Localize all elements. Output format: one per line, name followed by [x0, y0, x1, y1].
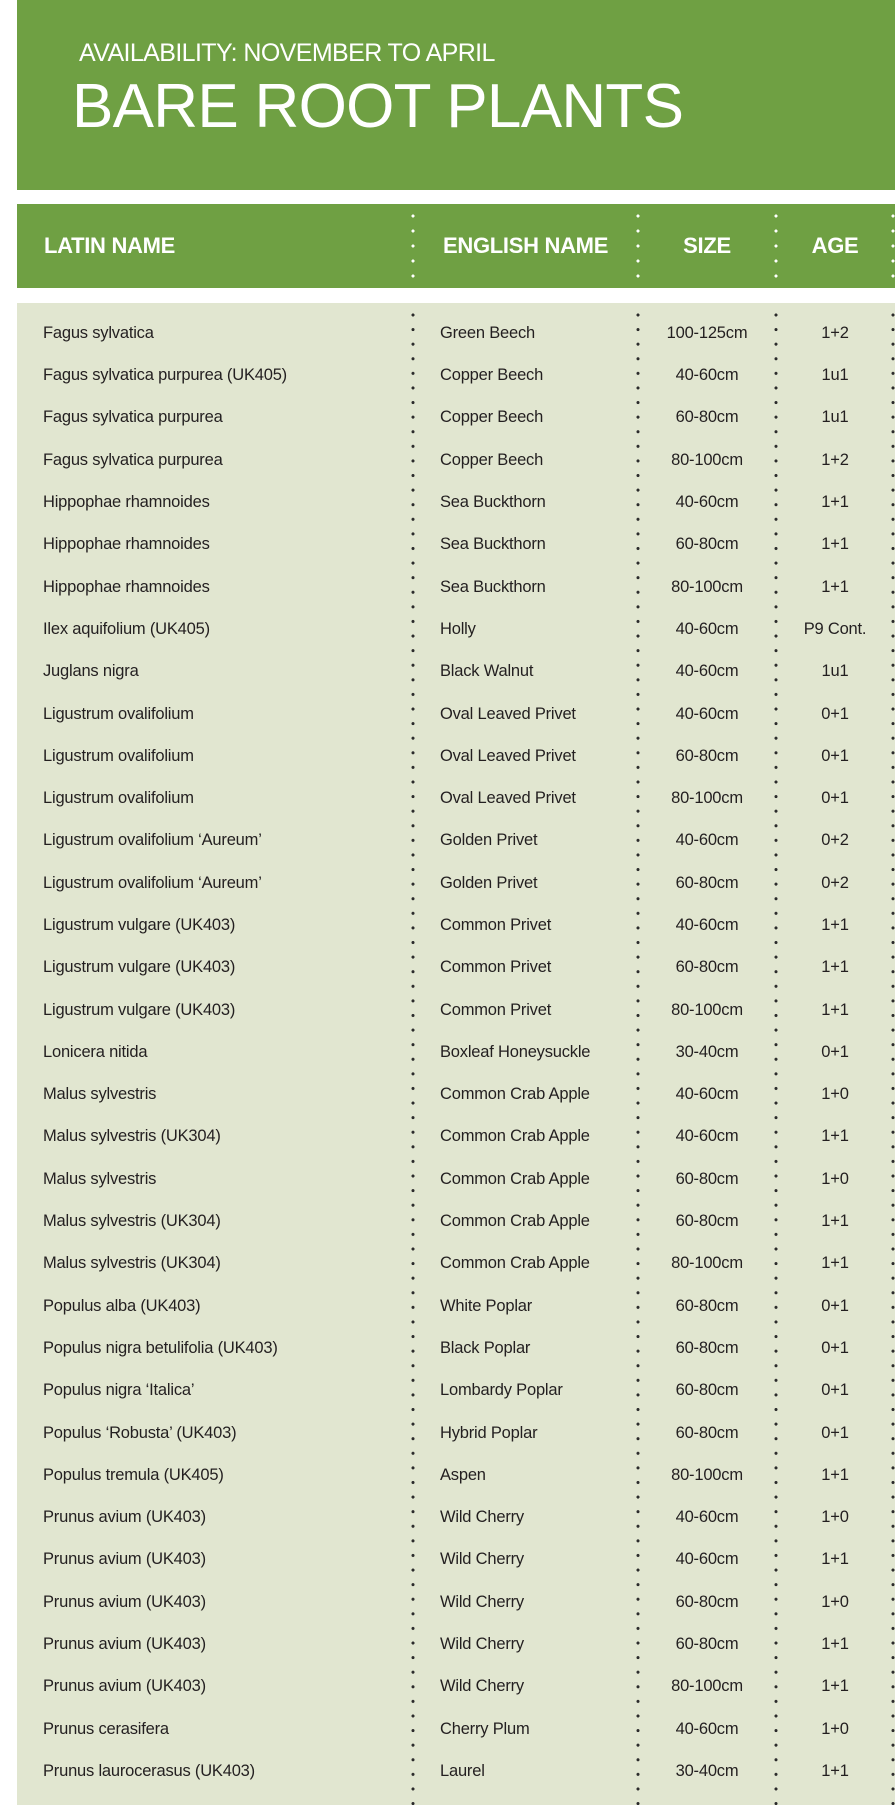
size-cell: 40-60cm [675, 619, 739, 638]
english-name-cell: Sea Buckthorn [440, 493, 546, 512]
latin-name-cell: Ligustrum ovalifolium [43, 704, 194, 723]
size-cell: 60-80cm [675, 408, 739, 427]
latin-name-cell: Ilex aquifolium (UK405) [43, 619, 210, 638]
latin-name-cell: Fagus sylvatica purpurea (UK405) [43, 366, 287, 385]
english-name-cell: Sea Buckthorn [440, 535, 546, 554]
size-cell: 60-80cm [675, 1592, 739, 1611]
table-row [17, 396, 895, 438]
english-name-cell: Oval Leaved Privet [440, 704, 576, 723]
age-cell: 1+1 [821, 1000, 849, 1019]
size-cell: 80-100cm [671, 450, 743, 469]
table-row [17, 1750, 895, 1792]
latin-name-cell: Populus nigra ‘Italica’ [43, 1381, 195, 1400]
table-row [17, 1158, 895, 1200]
age-cell: 0+1 [821, 1423, 849, 1442]
age-cell: 1+1 [821, 1761, 849, 1780]
age-cell: 0+1 [821, 1042, 849, 1061]
latin-name-cell: Malus sylvestris (UK304) [43, 1127, 221, 1146]
size-cell: 80-100cm [671, 1465, 743, 1484]
age-cell: 1+2 [821, 323, 849, 342]
latin-name-cell: Malus sylvestris (UK304) [43, 1254, 221, 1273]
title-banner [17, 0, 895, 190]
table-row [17, 354, 895, 396]
size-cell: 60-80cm [675, 1169, 739, 1188]
latin-name-cell: Prunus avium (UK403) [43, 1592, 206, 1611]
age-cell: 1+1 [821, 1677, 849, 1696]
english-name-cell: Sea Buckthorn [440, 577, 546, 596]
table-row [17, 608, 895, 650]
latin-name-cell: Hippophae rhamnoides [43, 493, 210, 512]
age-cell: 0+1 [821, 746, 849, 765]
size-cell: 40-60cm [675, 1127, 739, 1146]
age-cell: 0+1 [821, 1296, 849, 1315]
english-name-cell: Hybrid Poplar [440, 1423, 538, 1442]
table-row [17, 1200, 895, 1242]
size-cell: 80-100cm [671, 577, 743, 596]
table-row [17, 1665, 895, 1707]
latin-name-cell: Hippophae rhamnoides [43, 535, 210, 554]
size-cell: 80-100cm [671, 1000, 743, 1019]
size-cell: 60-80cm [675, 1381, 739, 1400]
table-row [17, 904, 895, 946]
table-row [17, 1708, 895, 1750]
age-cell: 1u1 [821, 408, 849, 427]
latin-name-cell: Prunus cerasifera [43, 1719, 169, 1738]
english-name-cell: Lombardy Poplar [440, 1381, 563, 1400]
table-row [17, 1327, 895, 1369]
english-name-cell: White Poplar [440, 1296, 533, 1315]
size-cell: 40-60cm [675, 1719, 739, 1738]
english-name-cell: Oval Leaved Privet [440, 746, 576, 765]
table-row [17, 735, 895, 777]
age-cell: 0+1 [821, 704, 849, 723]
english-name-cell: Common Crab Apple [440, 1212, 590, 1231]
latin-name-cell: Hippophae rhamnoides [43, 577, 210, 596]
english-name-cell: Black Poplar [440, 1338, 531, 1357]
column-divider [411, 214, 415, 284]
table-row [17, 819, 895, 861]
english-name-cell: Common Privet [440, 916, 552, 934]
age-cell: 1u1 [821, 366, 849, 385]
size-cell: 60-80cm [675, 1423, 739, 1442]
latin-name-cell: Populus tremula (UK405) [43, 1465, 224, 1484]
table-row [17, 1115, 895, 1157]
size-cell: 60-80cm [675, 1338, 739, 1357]
english-name-cell: Black Walnut [440, 662, 534, 681]
english-name-cell: Common Crab Apple [440, 1254, 590, 1273]
english-name-cell: Copper Beech [440, 366, 544, 385]
age-cell: 1+2 [821, 450, 849, 469]
latin-name-cell: Malus sylvestris (UK304) [43, 1212, 221, 1231]
latin-name-cell: Prunus avium (UK403) [43, 1677, 206, 1696]
age-cell: P9 Cont. [803, 619, 867, 638]
age-cell: 1+0 [821, 1085, 849, 1104]
table-row [17, 1073, 895, 1115]
size-cell: 60-80cm [675, 873, 739, 892]
age-cell: 0+2 [821, 873, 849, 892]
latin-name-cell: Populus ‘Robusta’ (UK403) [43, 1423, 237, 1442]
table-row [17, 989, 895, 1031]
table-row [17, 1538, 895, 1580]
size-cell: 100-125cm [666, 323, 748, 342]
table-row [17, 439, 895, 481]
age-cell: 1+1 [821, 535, 849, 554]
table-row [17, 523, 895, 565]
plant-table-body [17, 303, 895, 1805]
table-row [17, 1623, 895, 1665]
size-cell: 40-60cm [675, 916, 739, 934]
size-cell: 40-60cm [675, 704, 739, 723]
english-name-cell: Common Privet [440, 958, 552, 977]
latin-name-cell: Ligustrum vulgare (UK403) [43, 958, 236, 977]
size-cell: 60-80cm [675, 535, 739, 554]
size-cell: 40-60cm [675, 662, 739, 681]
size-cell: 80-100cm [671, 789, 743, 808]
size-cell: 60-80cm [675, 746, 739, 765]
age-cell: 1+0 [821, 1169, 849, 1188]
table-row [17, 1496, 895, 1538]
english-name-cell: Common Privet [440, 1000, 552, 1019]
size-cell: 60-80cm [675, 958, 739, 977]
table-row [17, 1242, 895, 1284]
table-row [17, 312, 895, 354]
english-name-cell: Laurel [440, 1761, 485, 1780]
age-cell: 1+0 [821, 1719, 849, 1738]
size-cell: 60-80cm [675, 1635, 739, 1654]
latin-name-cell: Prunus laurocerasus (UK403) [43, 1761, 255, 1780]
latin-name-cell: Lonicera nitida [43, 1042, 148, 1061]
size-cell: 40-60cm [675, 366, 739, 385]
english-name-cell: Oval Leaved Privet [440, 789, 576, 808]
size-cell: 40-60cm [675, 1508, 739, 1527]
latin-name-cell: Malus sylvestris [43, 1169, 157, 1188]
table-row [17, 777, 895, 819]
size-cell: 60-80cm [675, 1212, 739, 1231]
english-name-cell: Wild Cherry [440, 1592, 524, 1611]
english-name-cell: Wild Cherry [440, 1635, 524, 1654]
age-cell: 0+2 [821, 831, 849, 850]
latin-name-cell: Ligustrum ovalifolium [43, 746, 194, 765]
age-cell: 1+1 [821, 1212, 849, 1231]
size-cell: 40-60cm [675, 1085, 739, 1104]
latin-name-cell: Populus alba (UK403) [43, 1296, 201, 1315]
size-cell: 80-100cm [671, 1254, 743, 1273]
size-cell: 40-60cm [675, 831, 739, 850]
size-cell: 60-80cm [675, 1296, 739, 1315]
header-latin-name: LATIN NAME [44, 233, 176, 258]
latin-name-cell: Fagus sylvatica [43, 323, 154, 342]
age-cell: 1+1 [821, 1254, 849, 1273]
age-cell: 1+1 [821, 1550, 849, 1569]
english-name-cell: Common Crab Apple [440, 1127, 590, 1146]
latin-name-cell: Prunus avium (UK403) [43, 1508, 206, 1527]
english-name-cell: Wild Cherry [440, 1508, 524, 1527]
age-cell: 1+1 [821, 958, 849, 977]
table-row [17, 650, 895, 692]
table-row [17, 1412, 895, 1454]
age-cell: 1+0 [821, 1592, 849, 1611]
table-row [17, 1454, 895, 1496]
age-cell: 1u1 [821, 662, 849, 681]
age-cell: 1+1 [821, 916, 849, 934]
english-name-cell: Holly [440, 619, 476, 638]
table-row [17, 1285, 895, 1327]
size-cell: 40-60cm [675, 1550, 739, 1569]
age-cell: 1+0 [821, 1508, 849, 1527]
table-row [17, 1581, 895, 1623]
age-cell: 1+1 [821, 493, 849, 512]
header-english-name: ENGLISH NAME [443, 233, 609, 258]
table-row [17, 1031, 895, 1073]
size-cell: 30-40cm [675, 1042, 739, 1061]
age-cell: 1+1 [821, 1465, 849, 1484]
english-name-cell: Wild Cherry [440, 1550, 524, 1569]
english-name-cell: Common Crab Apple [440, 1169, 590, 1188]
latin-name-cell: Prunus avium (UK403) [43, 1550, 206, 1569]
age-cell: 0+1 [821, 789, 849, 808]
english-name-cell: Aspen [440, 1465, 486, 1484]
latin-name-cell: Prunus avium (UK403) [43, 1635, 206, 1654]
latin-name-cell: Ligustrum ovalifolium ‘Aureum’ [43, 873, 262, 892]
header-age: AGE [811, 233, 859, 258]
header-size: SIZE [683, 233, 731, 258]
latin-name-cell: Ligustrum ovalifolium ‘Aureum’ [43, 831, 262, 850]
english-name-cell: Copper Beech [440, 408, 544, 427]
latin-name-cell: Ligustrum vulgare (UK403) [43, 1000, 236, 1019]
availability-subtitle: AVAILABILITY: NOVEMBER TO APRIL [79, 39, 495, 67]
english-name-cell: Wild Cherry [440, 1677, 524, 1696]
latin-name-cell: Malus sylvestris [43, 1085, 157, 1104]
latin-name-cell: Ligustrum ovalifolium [43, 789, 194, 808]
age-cell: 1+1 [821, 1127, 849, 1146]
latin-name-cell: Populus nigra betulifolia (UK403) [43, 1338, 278, 1357]
age-cell: 1+1 [821, 577, 849, 596]
english-name-cell: Green Beech [440, 323, 536, 342]
table-rows [17, 312, 895, 1792]
table-row [17, 946, 895, 988]
latin-name-cell: Ligustrum vulgare (UK403) [43, 916, 236, 934]
table-header [17, 204, 895, 288]
age-cell: 0+1 [821, 1338, 849, 1357]
page-title: BARE ROOT PLANTS [72, 72, 684, 141]
english-name-cell: Cherry Plum [440, 1719, 530, 1738]
size-cell: 80-100cm [671, 1677, 743, 1696]
english-name-cell: Boxleaf Honeysuckle [440, 1042, 591, 1061]
english-name-cell: Copper Beech [440, 450, 544, 469]
size-cell: 40-60cm [675, 493, 739, 512]
column-divider [891, 214, 895, 284]
english-name-cell: Golden Privet [440, 873, 538, 892]
table-row [17, 862, 895, 904]
latin-name-cell: Fagus sylvatica purpurea [43, 450, 223, 469]
table-row [17, 481, 895, 523]
table-row [17, 693, 895, 735]
table-row [17, 566, 895, 608]
english-name-cell: Common Crab Apple [440, 1085, 590, 1104]
english-name-cell: Golden Privet [440, 831, 538, 850]
table-row [17, 1369, 895, 1411]
age-cell: 1+1 [821, 1635, 849, 1654]
size-cell: 30-40cm [675, 1761, 739, 1780]
age-cell: 0+1 [821, 1381, 849, 1400]
latin-name-cell: Juglans nigra [43, 662, 139, 681]
latin-name-cell: Fagus sylvatica purpurea [43, 408, 223, 427]
